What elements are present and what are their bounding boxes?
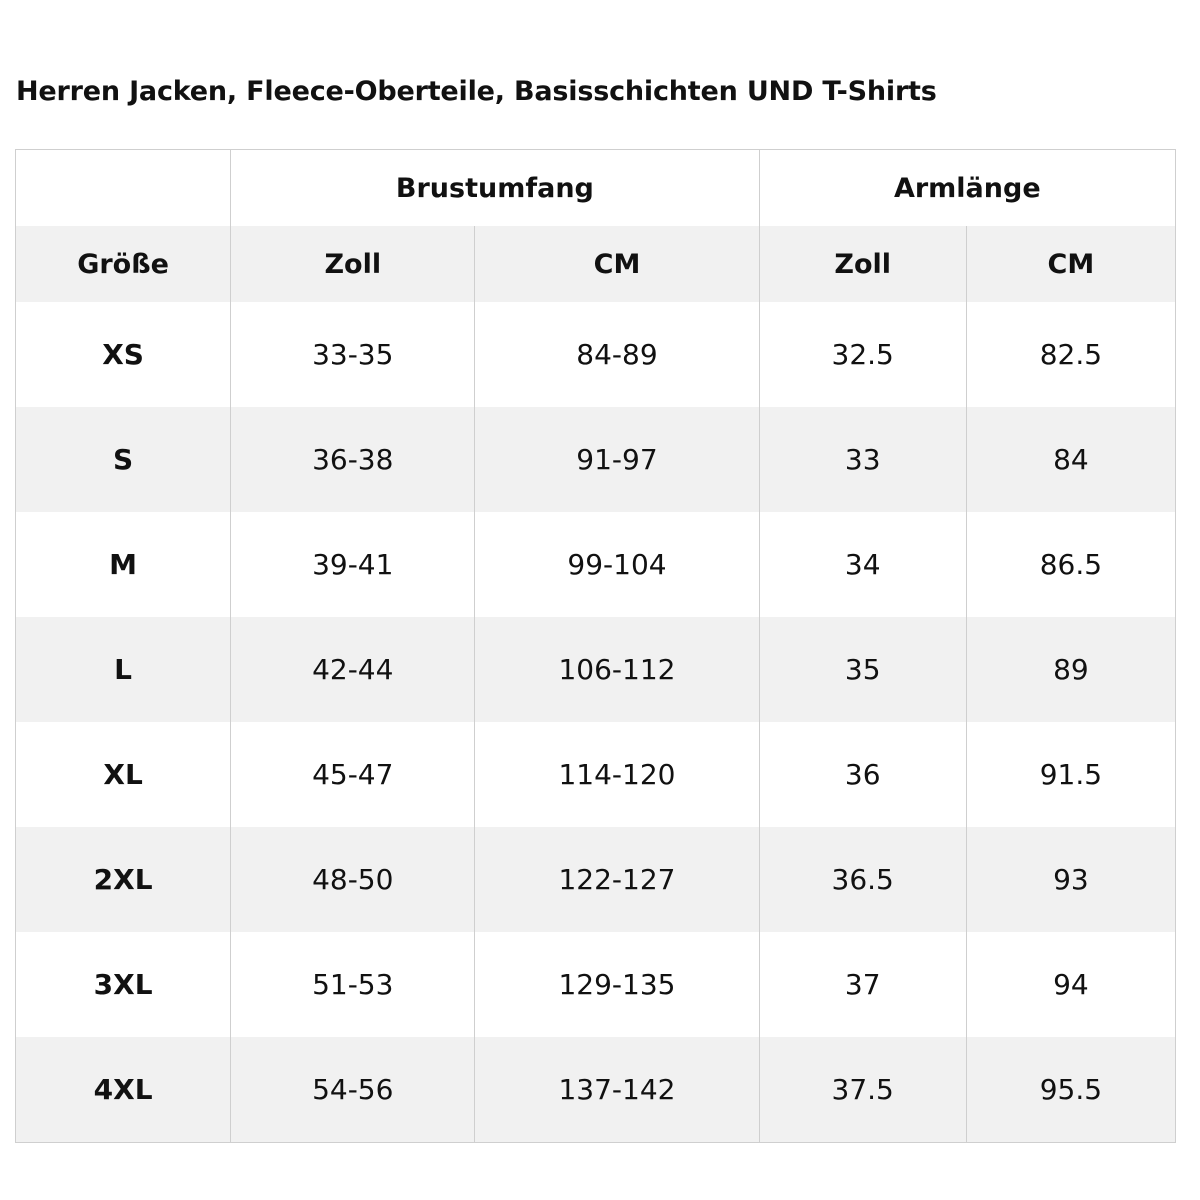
arm-cm-column-header: CM xyxy=(966,226,1175,302)
chest-cm-cell: 106-112 xyxy=(475,617,759,722)
size-cell: XL xyxy=(16,722,231,827)
chest-inch-cell: 54-56 xyxy=(231,1037,475,1143)
size-cell: 4XL xyxy=(16,1037,231,1143)
table-row xyxy=(16,827,1176,932)
arm-inch-cell: 35 xyxy=(759,617,966,722)
chest-cm-cell: 129-135 xyxy=(475,932,759,1037)
arm-cm-cell: 84 xyxy=(966,407,1175,512)
arm-cm-cell: 91.5 xyxy=(966,722,1175,827)
chest-inch-cell: 51-53 xyxy=(231,932,475,1037)
chest-cm-cell: 114-120 xyxy=(475,722,759,827)
group-header-row xyxy=(16,150,1176,227)
size-cell: L xyxy=(16,617,231,722)
size-cell: 3XL xyxy=(16,932,231,1037)
chest-cm-cell: 122-127 xyxy=(475,827,759,932)
arm-inch-cell: 36 xyxy=(759,722,966,827)
empty-header-cell xyxy=(16,150,231,227)
chest-cm-column-header: CM xyxy=(475,226,759,302)
size-chart-table xyxy=(15,149,1176,1143)
chest-inch-cell: 45-47 xyxy=(231,722,475,827)
arm-group-header: Armlänge xyxy=(759,150,1175,227)
size-cell: 2XL xyxy=(16,827,231,932)
table-row xyxy=(16,932,1176,1037)
size-column-header: Größe xyxy=(16,226,231,302)
arm-inch-column-header: Zoll xyxy=(759,226,966,302)
table-row xyxy=(16,407,1176,512)
table-row xyxy=(16,302,1176,407)
arm-inch-cell: 36.5 xyxy=(759,827,966,932)
chest-cm-cell: 91-97 xyxy=(475,407,759,512)
arm-inch-cell: 37 xyxy=(759,932,966,1037)
arm-cm-cell: 95.5 xyxy=(966,1037,1175,1143)
chest-inch-cell: 36-38 xyxy=(231,407,475,512)
chest-inch-cell: 42-44 xyxy=(231,617,475,722)
chest-cm-cell: 99-104 xyxy=(475,512,759,617)
table-row xyxy=(16,617,1176,722)
size-cell: XS xyxy=(16,302,231,407)
size-cell: S xyxy=(16,407,231,512)
chest-cm-cell: 84-89 xyxy=(475,302,759,407)
table-row xyxy=(16,722,1176,827)
arm-inch-cell: 37.5 xyxy=(759,1037,966,1143)
table-row xyxy=(16,512,1176,617)
arm-cm-cell: 82.5 xyxy=(966,302,1175,407)
chest-inch-cell: 39-41 xyxy=(231,512,475,617)
chest-inch-cell: 48-50 xyxy=(231,827,475,932)
table-row xyxy=(16,1037,1176,1143)
arm-inch-cell: 33 xyxy=(759,407,966,512)
arm-cm-cell: 89 xyxy=(966,617,1175,722)
page-title: Herren Jacken, Fleece-Oberteile, Basisschichten UND T-Shirts xyxy=(16,76,937,107)
chest-group-header: Brustumfang xyxy=(231,150,759,227)
size-cell: M xyxy=(16,512,231,617)
arm-inch-cell: 32.5 xyxy=(759,302,966,407)
chest-inch-cell: 33-35 xyxy=(231,302,475,407)
chest-cm-cell: 137-142 xyxy=(475,1037,759,1143)
arm-cm-cell: 86.5 xyxy=(966,512,1175,617)
arm-cm-cell: 93 xyxy=(966,827,1175,932)
arm-inch-cell: 34 xyxy=(759,512,966,617)
column-header-row xyxy=(16,226,1176,302)
chest-inch-column-header: Zoll xyxy=(231,226,475,302)
arm-cm-cell: 94 xyxy=(966,932,1175,1037)
